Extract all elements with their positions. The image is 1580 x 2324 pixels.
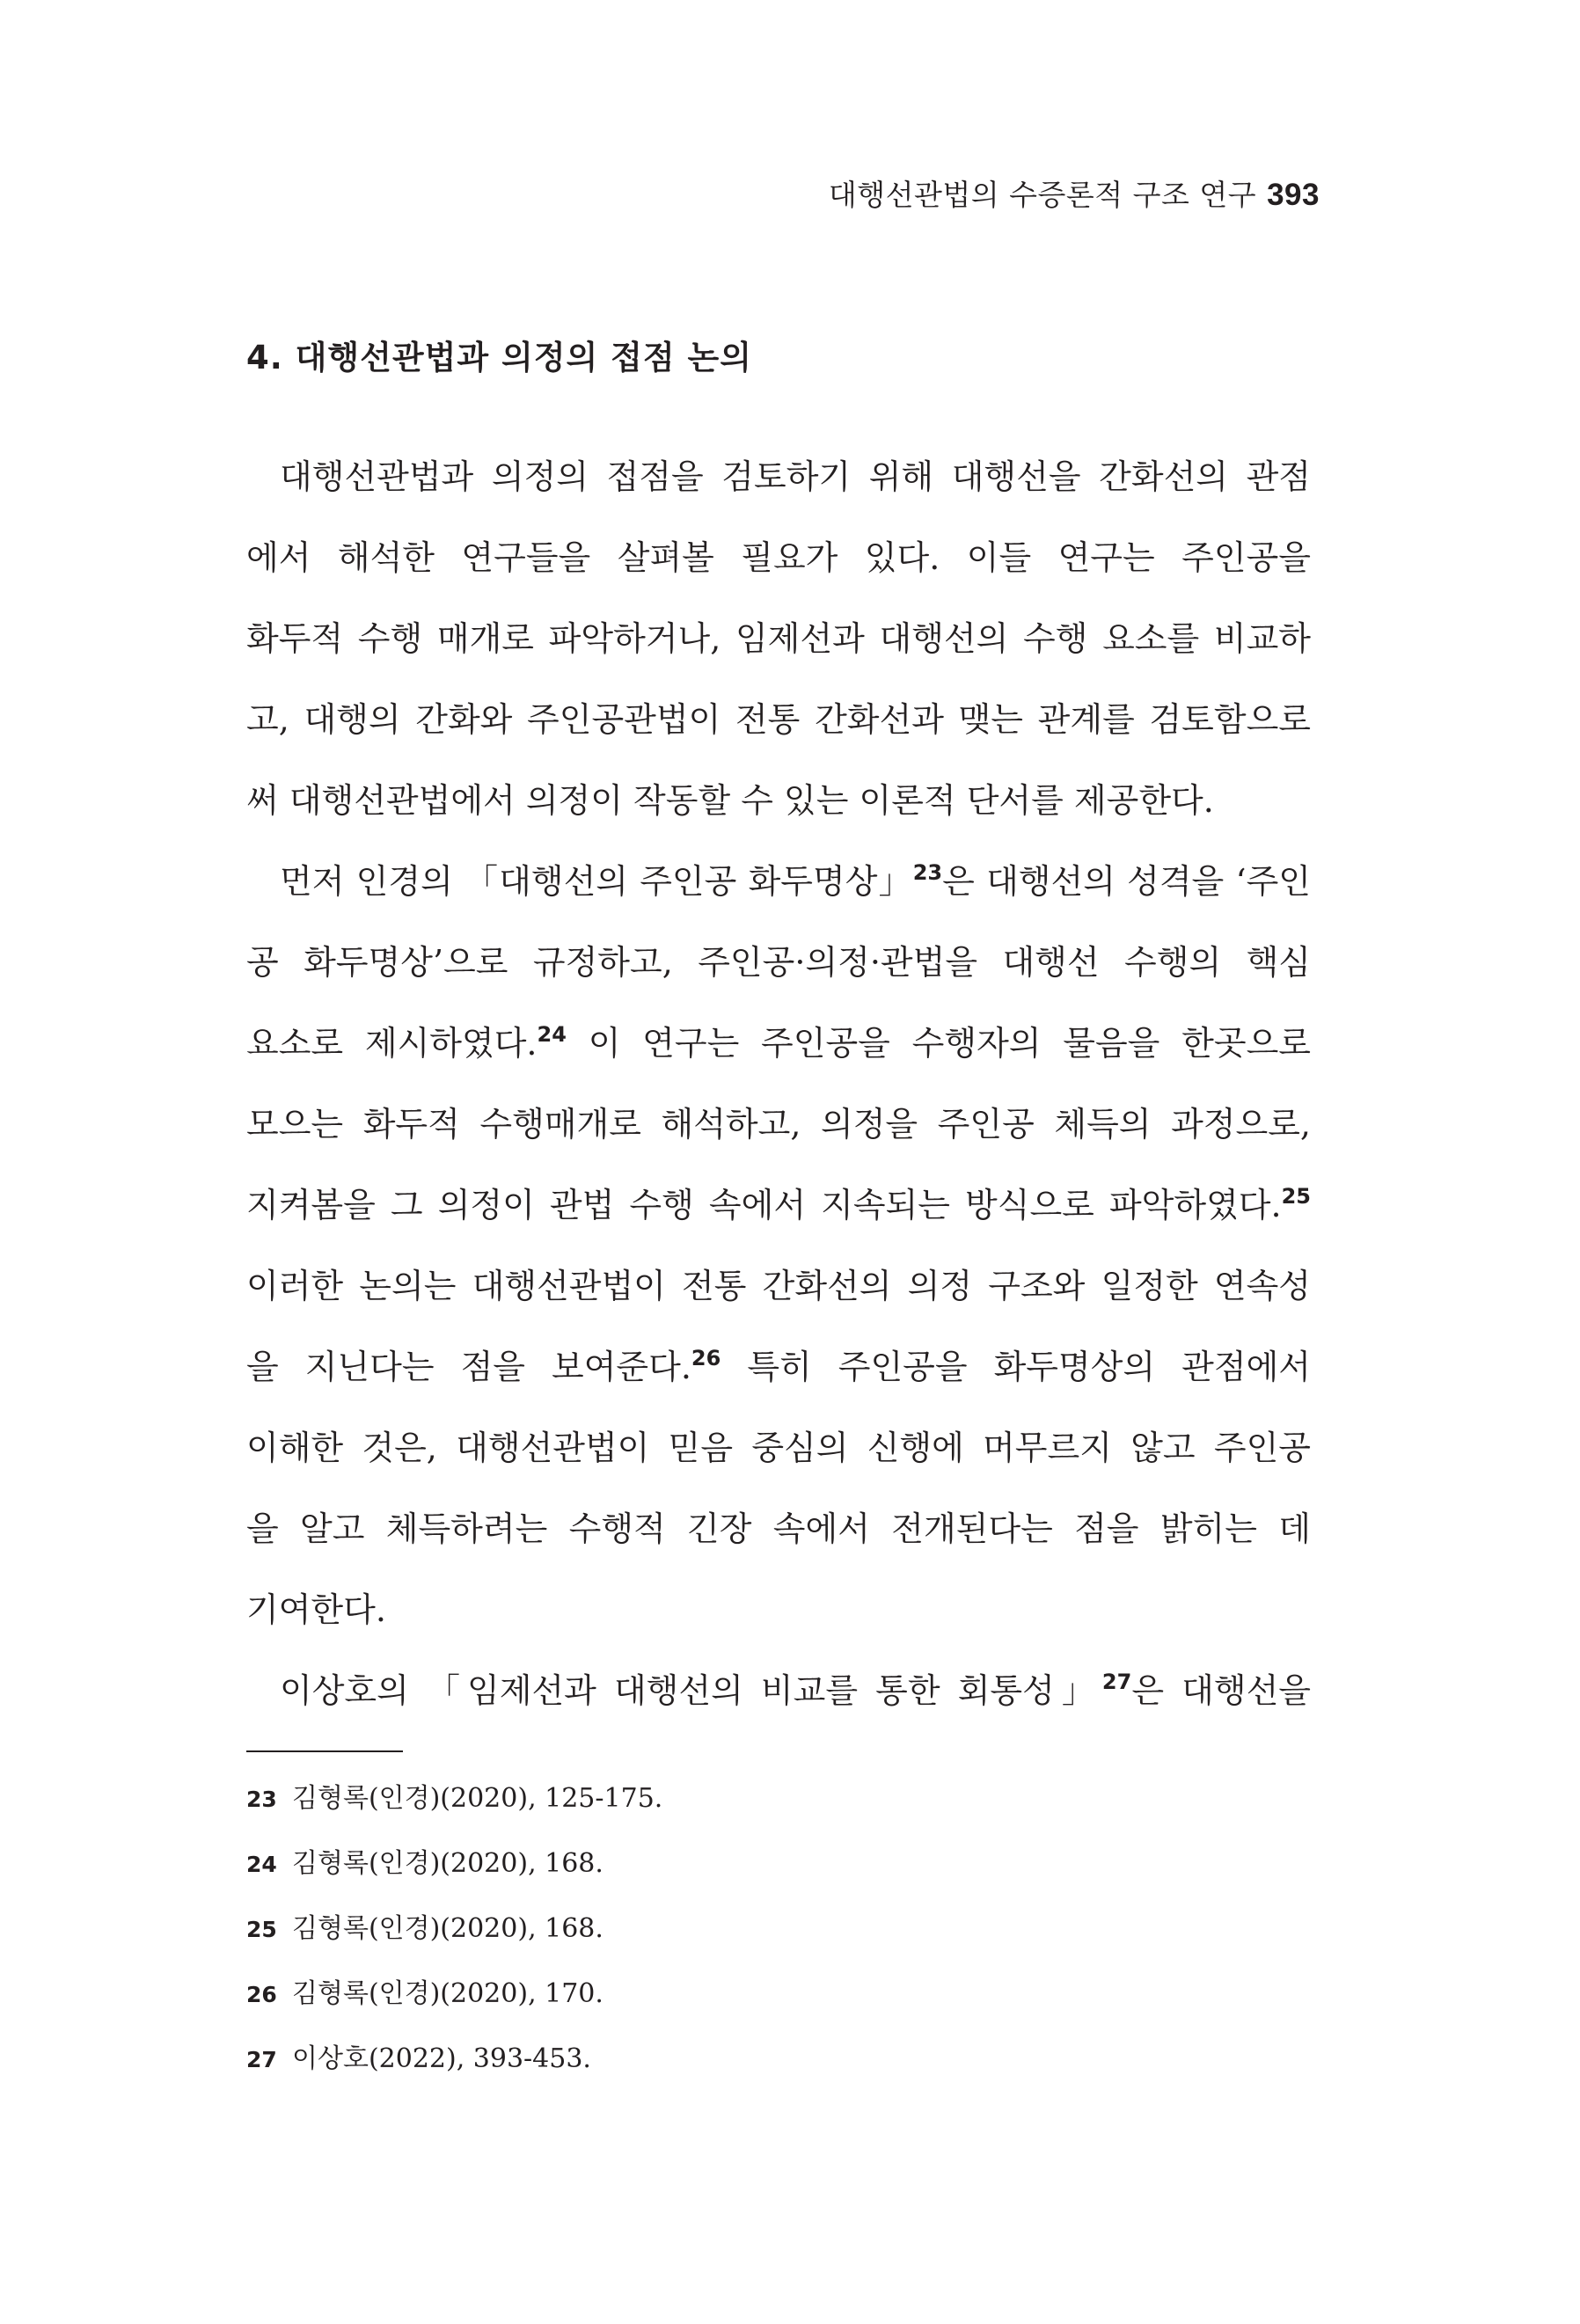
text-run: 이 연구는 주인공을 수행자의 물음을 한곳으로 [566, 1024, 1311, 1063]
text-run: 요소로 제시하였다. [246, 1024, 538, 1063]
footnote-text: 김형록(인경)(2020), 168. [292, 1913, 603, 1944]
paragraph-2-line [246, 1003, 1311, 1084]
text-run: 이상호의 「임제선과 대행선의 비교를 통한 회통성」 [280, 1671, 1102, 1710]
text-run: 은 대행선을 [1131, 1671, 1311, 1710]
paragraph-2-line: 이러한 논의는 대행선관법이 전통 간화선의 의정 구조와 일정한 연속성 [246, 1267, 1311, 1305]
footnote-23 [246, 1766, 662, 1831]
running-header [829, 172, 1320, 214]
paragraph-1-line: 화두적 수행 매개로 파악하거나, 임제선과 대행선의 수행 요소를 비교하 [246, 619, 1311, 658]
paragraph-1-line: 대행선관법과 의정의 접점을 검토하기 위해 대행선을 간화선의 관점 [280, 457, 1311, 496]
paragraph-2-line [246, 841, 1311, 922]
footnote-25 [246, 1896, 662, 1962]
footnote-divider [246, 1750, 403, 1752]
footnote-number: 26 [246, 1982, 277, 2007]
footnote-number: 24 [246, 1852, 277, 1877]
footnote-text: 이상호(2022), 393-453. [292, 2043, 591, 2074]
footnote-ref-27[interactable]: 27 [1101, 1670, 1132, 1694]
footnote-text: 김형록(인경)(2020), 168. [292, 1848, 603, 1879]
paragraph-1-line: 써 대행선관법에서 의정이 작동할 수 있는 이론적 단서를 제공한다. [246, 781, 1214, 820]
footnote-number: 27 [246, 2047, 277, 2072]
page-number: 393 [1267, 178, 1320, 212]
paragraph-2-line: 기여한다. [246, 1590, 386, 1629]
running-title: 대행선관법의 수증론적 구조 연구 [828, 178, 1257, 212]
paragraph-2-line [246, 1165, 1311, 1246]
footnote-number: 23 [246, 1787, 277, 1812]
paragraph-2-line: 을 알고 체득하려는 수행적 긴장 속에서 전개된다는 점을 밝히는 데 [246, 1509, 1311, 1548]
footnote-ref-25[interactable]: 25 [1281, 1184, 1311, 1209]
footnote-text: 김형록(인경)(2020), 170. [292, 1978, 603, 2009]
text-run: 먼저 인경의 「대행선의 주인공 화두명상」 [280, 862, 913, 901]
section-heading: 4. 대행선관법과 의정의 접점 논의 [246, 339, 752, 376]
paragraph-2-line: 이해한 것은, 대행선관법이 믿음 중심의 신행에 머무르지 않고 주인공 [246, 1429, 1311, 1467]
paragraph-2-line: 모으는 화두적 수행매개로 해석하고, 의정을 주인공 체득의 과정으로, [246, 1105, 1311, 1144]
text-run: 지켜봄을 그 의정이 관법 수행 속에서 지속되는 방식으로 파악하였다. [246, 1186, 1282, 1224]
paragraph-2-line: 공 화두명상’으로 규정하고, 주인공·의정·관법을 대행선 수행의 핵심 [246, 943, 1311, 982]
footnote-text: 김형록(인경)(2020), 125-175. [292, 1783, 663, 1814]
paragraph-2-line [246, 1326, 1311, 1407]
paragraph-3-line [246, 1650, 1311, 1731]
text-run: 은 대행선의 성격을 ‘주인 [942, 862, 1311, 901]
footnotes [246, 1766, 662, 2092]
footnote-ref-23[interactable]: 23 [912, 860, 943, 885]
text-run: 을 지닌다는 점을 보여준다. [246, 1348, 691, 1386]
paragraph-1-line: 에서 해석한 연구들을 살펴볼 필요가 있다. 이들 연구는 주인공을 [246, 538, 1311, 577]
paragraph-1-line: 고, 대행의 간화와 주인공관법이 전통 간화선과 맺는 관계를 검토함으로 [246, 700, 1311, 739]
footnote-ref-24[interactable]: 24 [537, 1022, 567, 1047]
footnote-number: 25 [246, 1917, 277, 1942]
body-text [246, 436, 1311, 1731]
footnote-24 [246, 1831, 662, 1896]
text-run: 특히 주인공을 화두명상의 관점에서 [721, 1348, 1311, 1386]
footnote-27 [246, 2027, 662, 2092]
footnote-26 [246, 1962, 662, 2027]
footnote-ref-26[interactable]: 26 [691, 1346, 721, 1370]
